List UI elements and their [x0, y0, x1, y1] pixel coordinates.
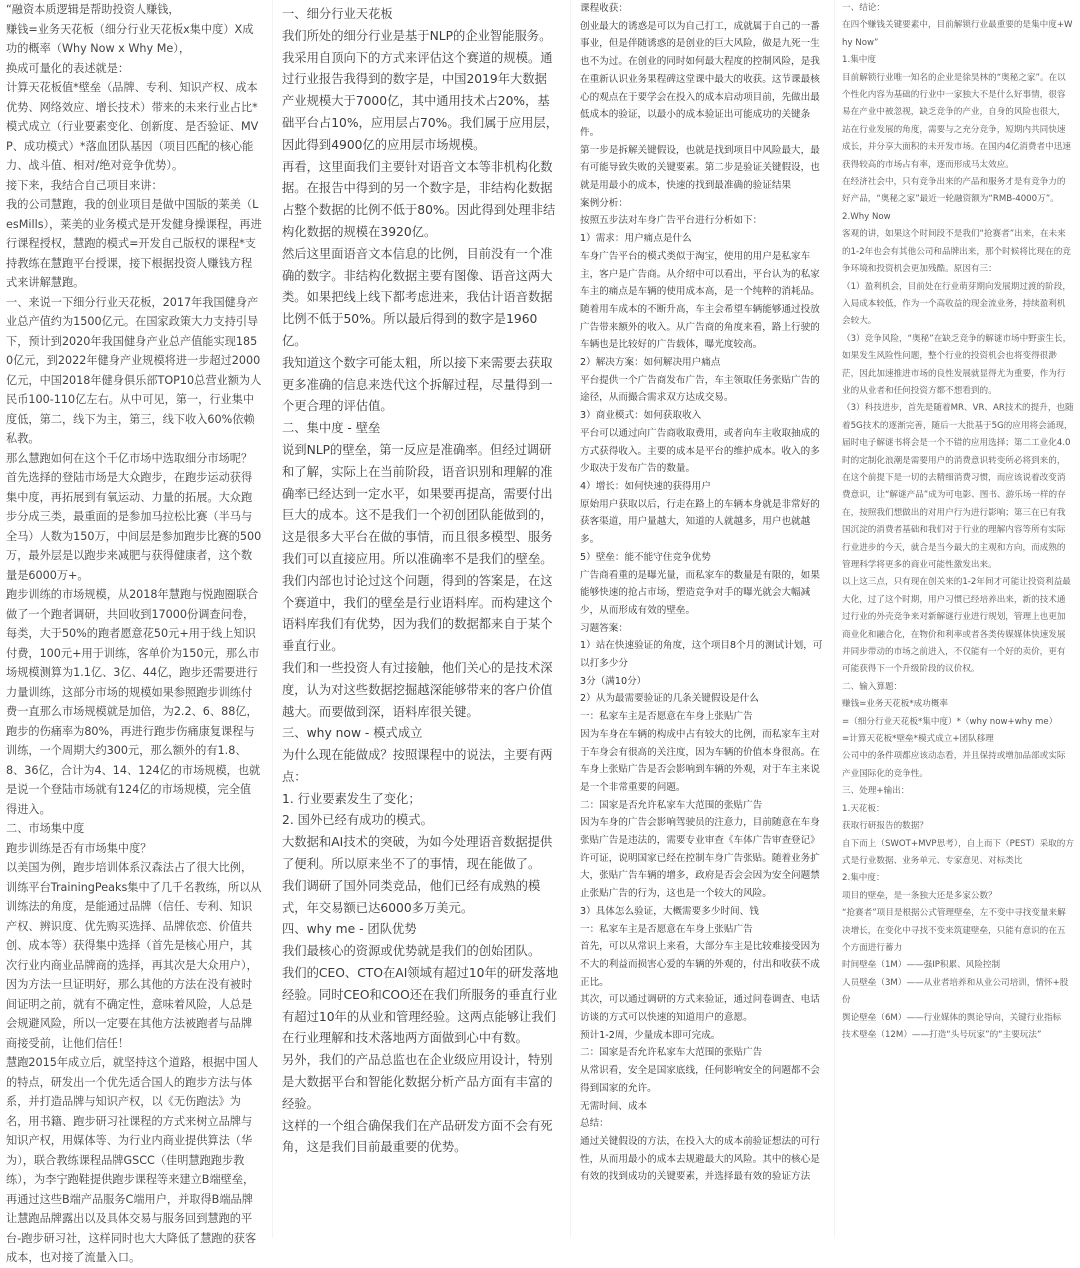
- paragraph: 总结：: [580, 1118, 609, 1130]
- paragraph: 创业最大的诱惑是可以为自己打工，成就属于自己的一番事业，但是伴随诱惑的是创业的巨大风险，做是九死一生也不为过。在创业的同时如何最大程度的控制风险，是我在重新认识业务果程碑这堂课中最大的收获。这节课最核心的观点在于要学会在投入的成本启动项目前，先做出最低成本的验证，以最小的成本验证出可能成功的关键条件。: [580, 20, 820, 138]
- paragraph: 二：国家是否允许私家车大范围的张贴广告: [580, 1047, 763, 1059]
- paragraph: 我们调研了国外同类竞品，他们已经有成熟的模式，年交易额已达6000多万美元。: [282, 878, 541, 915]
- paragraph: 案例分析：: [580, 197, 628, 209]
- paragraph: =计算天花板*壁垒*模式成立+团队移理: [842, 734, 994, 745]
- paragraph: 赚钱=业务天花板（细分行业天花板x集中度）X成功的概率（Why Now x Why Me），: [6, 22, 254, 55]
- paragraph: 第一步是拆解关键假设，也就是找到项目中风险最大，最有可能导致失败的关键要素。第二步是验证关键假设，也就是用最小的成本，快速的找到最准确的验证结果: [580, 144, 820, 192]
- paragraph: 二、市场集中度: [6, 822, 85, 835]
- paragraph: 我们和一些投资人有过接触，他们关心的是技术深度，认为对这些数据挖掘越深能够带来的客户价值越大。而要做到深，语料库很关键。: [282, 660, 553, 719]
- paragraph: 2.Why Now: [842, 211, 891, 222]
- paragraph: 说到NLP的壁垒，第一反应是准确率。但经过调研和了解，实际上在当前阶段，语音识别和理解的准确率已经达到一定水平，如果要再提高，需要付出巨大的成本。这不是我们一个初创团队能做到的，这是很多大平台在做的事情，而且很多模型、服务我们可以直接应用。所以准确率不是我们的壁垒。: [282, 442, 553, 566]
- paragraph: 5）壁垒：能不能守住竞争优势: [580, 551, 711, 563]
- text-column-4: [842, 0, 1074, 1238]
- column-divider: [834, 0, 835, 1238]
- paragraph: 1）需求：用户痛点是什么: [580, 233, 692, 245]
- paragraph: 技术壁垒（12M）——打造“头号玩家”的“主要玩法”: [842, 1029, 1042, 1040]
- paragraph: 这样的一个组合确保我们在产品研发方面不会有死角，这是我们目前最重要的优势。: [282, 1118, 553, 1155]
- paragraph: 慧跑2015年成立后，就坚持这个道路，根据中国人的特点，研发出一个优先适合国人的跑步方法与体系，并打造品牌与知识产权，以《无伤跑法》为名，用书籍、跑步研习社课程的方式来树立品牌与知识产权，用媒体等、为行业内商业提供算法（华为），联合教练课程品牌GSCC（佳明慧跑跑步教练），为李宁跑鞋提供跑步课程等来建立B端壁垒，再通过这些B端产品服务C端用户，并取得B端品牌让慧跑品牌露出以及具体交易与服务回到慧跑的平台-跑步研习社，这样同时也大大降低了慧跑的获客成本，也对接了流量入口。: [6, 1056, 259, 1264]
- paragraph: 我知道这个数字可能太粗，所以接下来需要去获取更多准确的信息来迭代这个拆解过程，尽量得到一个更合理的评估值。: [282, 355, 553, 414]
- paragraph: 3）具体怎么验证，大概需要多少时间、钱: [580, 905, 759, 917]
- paragraph: 计算天花板值*壁垒（品牌、专利、知识产权、成本优势、网络效应、增长技术）带来的未来行业占比*模式成立（行业要素变化、创新度、是否验证、MVP、成功模式）*落血团队基因（项目匹配的核心能力、战斗值、相对/绝对竞争优势）。: [6, 81, 259, 172]
- paragraph: 然后这里面语音文本信息的比例，目前没有一个准确的数字。非结构化数据主要有图像、语音这两大类。如果把线上线下都考虑进来，我估计语音数据比例不低于50%。所以最后得到的数字是1960亿。: [282, 246, 553, 348]
- column-divider: [272, 0, 273, 1238]
- text-column-3: [580, 0, 826, 1238]
- paragraph: 公司中的条件项都应该动态看，并且保持或增加品部或实际产业国际化的竞争性。: [842, 751, 1066, 779]
- paragraph: 另外，我们的产品总监也在企业级应用设计，特别是大数据平台和智能化数据分析产品方面有丰富的经验。: [282, 1053, 553, 1111]
- paragraph: 我们所处的细分行业是基于NLP的企业智能服务。我采用自顶向下的方式来评估这个赛道的规模。通过行业报告我得到的数字是，中国2019年大数据产业规模大于7000亿，其中通用技术占20%，基础平台占10%，应用层占70%。我们属于应用层，因此得到4900亿的应用层市场规模。: [282, 28, 559, 152]
- paragraph: 赚钱=业务天花板*成功概率: [842, 699, 949, 710]
- paragraph: 广告商看重的是曝光量，而私家车的数量是有限的，如果能够快速的抢占市场，塑造竞争对手的曝光就会大幅减少，从而形成有效的壁垒。: [580, 569, 820, 616]
- paragraph: 2）从为最需要验证的几条关键假设是什么: [580, 693, 759, 705]
- paragraph: 1）站在快速验证的角度，这个项目8个月的测试计划，可以打多少分: [580, 640, 823, 670]
- paragraph: 无需时间、成本: [580, 1100, 648, 1112]
- paragraph: 人员壁垒（3M）——从业者培养和从业公司培训，情怀+股份: [842, 977, 1069, 1006]
- paragraph: 按照五步法对车身广告平台进行分析如下：: [580, 215, 763, 227]
- paragraph: 在经济社会中，只有竞争出来的产品和服务才是有竞争力的好产品，“奥秘之家”最近一轮融资额为“RMB-4000万”。: [842, 177, 1066, 205]
- paragraph: 平台提供一个广告商发布广告，车主领取任务张贴广告的途径，从而撮合需求双方达成交易。: [580, 374, 820, 404]
- paragraph: 我们内部也讨论过这个问题，得到的答案是，在这个赛道中，我们的壁垒是行业语料库。而构建这个语料库我们有优势，因为我们的数据都来自于某个垂直行业。: [282, 573, 553, 654]
- paragraph: 2）解决方案：如何解决用户痛点: [580, 357, 721, 369]
- paragraph: “融资本质逻辑是帮助投资人赚钱，: [6, 3, 180, 16]
- paragraph: 获取行研报告的数据？: [842, 821, 928, 832]
- paragraph: 跑步训练的市场规模，从2018年慧跑与悦跑圈联合做了一个跑者调研，共回收到17000份调查问卷，每类，大于50%的跑者愿意花50元+用于线上知识付费，100元+用于训练，客单价为150元，那么市场规模测算为1.1亿、3亿、44亿，跑步还需要进行力量训练，这部分市场的规模如果参照跑步训练付费一直那么市场规模就是加倍，为2.2、6、88亿，跑步的伤痛率为80%，再进行跑步伤痛康复课程与训练，一个周期大约300元，那么额外的有1.8、8、36亿，合计为4、14、124亿的市场规模，也就是说一个登陆市场就有124亿的市场规模，完全值得进入。: [6, 588, 261, 816]
- paragraph: 一、细分行业天花板: [282, 7, 393, 21]
- paragraph: 1.集中度: [842, 55, 876, 66]
- paragraph: 四、why me - 团队优势: [282, 922, 417, 937]
- paragraph: 项目的壁垒，是一条独大还是多家公数？: [842, 890, 997, 901]
- paragraph: 二：国家是否允许私家车大范围的张贴广告: [580, 799, 763, 811]
- paragraph: 再看，这里面我们主要针对语音文本等非机构化数据。在报告中得到的另一个数字是，非结构化数据占整个数据的比例不低于80%。因此得到处理非结构化数据的规模在3920亿。: [282, 159, 556, 239]
- paragraph: “抢赛者”项目是根据公式管理壁垒，左不变中寻找变量来解决增长，在变化中寻找不变来筑建壁垒，只能有意识的在五个方面进行蓄力: [842, 908, 1066, 953]
- paragraph: （1）盈利机会，目前处在行业萌芽期向发展期过渡的阶段，入局成本较低，作为一个高收益的现金流业务，持续盈利机会较大。: [842, 281, 1071, 327]
- paragraph: 时间壁垒（1M）——强IP积累、风险控制: [842, 960, 1001, 971]
- paragraph: 预计1-2周，少量成本即可完成。: [580, 1029, 721, 1041]
- text-column-1: [6, 0, 262, 1264]
- paragraph: 1. 行业要素发生了变化；: [282, 791, 421, 806]
- paragraph: 首先选择的登陆市场是大众跑步，在跑步运动获得集中度，再拓展到有氧运动、力量的拓展。大众跑步分成三类，最重面的是参加马拉松比赛（半马与全马）人数为150万，中间层是参加跑步比赛的500万，最外层是以跑步来减肥与获得健康者，这个数量是6000万+。: [6, 471, 262, 582]
- paragraph: =（细分行业天花板*集中度）*（why now+why me）: [842, 716, 1058, 727]
- paragraph: 接下来，我结合自己项目来讲：: [6, 178, 163, 192]
- paragraph: 那么慧跑如何在这个千亿市场中选取细分市场呢？: [6, 451, 253, 465]
- paragraph: 3）商业模式：如何获取收入: [580, 410, 702, 422]
- paragraph: 我的公司慧跑，我的创业项目是做中国版的莱美（LesMills），莱美的业务模式是开发健身操课程，再进行课程授权，慧跑的模式=开发自己版权的课程*支持教练在慧跑平台授课，接下根据投资人赚钱方程式来讲解慧跑。: [6, 198, 262, 289]
- paragraph: 原始用户获取以后，行走在路上的车辆本身就是非常好的获客渠道，用户量越大，知道的人就越多，用户也就越多。: [580, 498, 820, 546]
- paragraph: 二、集中度 - 壁垒: [282, 421, 381, 436]
- paragraph: 其次，可以通过调研的方式来验证，通过问卷调查、电话访谈的方式可以快速的知道用户的意愿。: [580, 994, 820, 1024]
- paragraph: 一、来说一下细分行业天花板，2017年我国健身产业总产值约为1500亿元。在国家政策大力支持引导下，预计到2020年我国健身产业总产值能实现1850亿元，到2022年健身产业规模将进一步超过2000亿元，中国2018年健身俱乐部TOP10总营业额为人民币100-110亿左右。从中可见，第一，行业集中度低，第二，线下为主，第三，线下收入60%依赖私教。: [6, 295, 262, 445]
- column-divider: [570, 0, 571, 1238]
- paragraph: 我们的CEO、CTO在AI领域有超过10年的研发落地经验。同时CEO和COO还在我们所服务的垂直行业有超过10年的从业和管理经验。这两点能够让我们在行业理解和技术落地两方面做到心中有数。: [282, 966, 559, 1046]
- paragraph: 自下而上（SWOT+MVP思考），自上而下（PEST）采取的方式是行业数据、业务单元、专家意见、对标类比: [842, 838, 1074, 866]
- paragraph: 课程收获：: [580, 3, 628, 14]
- paragraph: 跑步训练是否有市场集中度？: [6, 841, 152, 855]
- paragraph: 三、处理+输出：: [842, 786, 910, 797]
- paragraph: 从常识看，安全是国家底线，任何影响安全的问题都不会得到国家的允许。: [580, 1065, 820, 1094]
- paragraph: 为什么现在能做成？按照课程中的说法，主要有两点：: [282, 748, 553, 784]
- paragraph: 一：私家车主是否愿意在车身上张贴广告: [580, 923, 753, 935]
- paragraph: 目前解锁行业唯一知名的企业是徐昊林的“奥秘之家”。在以个性化内容为基础的行业中一家独大不是什么好事情，很容易在产业中被忽视，缺乏竞争的产业，自身的风险也很大，站在行业发展的角度，需要与之充分竞争，短期内共同快速成长，并分享大面积的未开发市场。在国内4亿消费者中迅速获得较高的市场占有率，逐而形成马太效应。: [842, 72, 1071, 170]
- paragraph: 三、why now - 模式成立: [282, 726, 423, 741]
- paragraph: 一、结论：: [842, 3, 885, 13]
- paragraph: 习题答案：: [580, 622, 628, 634]
- text-column-2: [282, 0, 559, 1242]
- paragraph: 舆论壁垒（6M）——行业媒体的舆论导向，关键行业指标: [842, 1012, 1062, 1023]
- paragraph: （3）竞争风险，“奥秘”在缺乏竞争的解谜市场中野蛮生长，如果发生风险性问题，整个行业的投资机会也将变得很渺茫，因此加速推进市场的良性发展就显得尤为重要，作为行业的从业者和任何投资方都不想看到的。: [842, 333, 1072, 396]
- paragraph: 3分（满10分）: [580, 675, 647, 687]
- paragraph: 二、输入算题：: [842, 681, 903, 692]
- paragraph: 首先，可以从常识上来看，大部分车主是比较难接受因为不大的利益而损害心爱的车辆的外观的，付出和收获不成正比。: [580, 941, 820, 988]
- paragraph: 1.天花板：: [842, 803, 885, 814]
- paragraph: 通过关键假设的方法，在投入大的成本前验证想法的可行性，从而用最小的成本去规避最大的风险。其中的核心是有效的找到成功的关键要素，并选择最有效的验证方法: [580, 1136, 820, 1183]
- paragraph: 我们最核心的资源或优势就是我们的创始团队。: [282, 944, 541, 959]
- paragraph: 2.集中度：: [842, 873, 885, 884]
- paragraph: 大数据和AI技术的突破，为如今处理语音数据提供了便利。所以原来坐不了的事情，现在能做了。: [282, 835, 553, 872]
- paragraph: 以上这三点，只有现在创关来的1-2年间才可能让投资利益最大化，过了这个时期，用户习惯已经培养出来，新的技术通过行业的外壳竞争来对新解谜行业进行规划，管理上也更加商业化和融合化，在物价和利率或者各类传媒媒体快速发展并同步带动的市场之前进入，不仅能有一个好的卖价，更有可能获得下一个升级阶段的议价权。: [842, 577, 1071, 675]
- paragraph: 因为车身在车辆的构成中占有较大的比例，而私家车主对于车身会有很高的关注度，因为车辆的价值本身很高。在车身上张贴广告是否会影响到车辆的外观，对于车主来说是一个非常重要的问题。: [580, 728, 820, 793]
- paragraph: 客观的讲，如果这个时间段不是我们“抢赛者”出来，在未来的1-2年也会有其他公司和品牌出来，那个时候将比现在的竞争环境和投资机会更加残酷。原因有三：: [842, 229, 1071, 275]
- paragraph: 在四个赚钱关键要素中，目前解锁行业最重要的是集中度+Why Now”: [842, 20, 1073, 48]
- paragraph: 2. 国外已经有成功的模式。: [282, 813, 433, 828]
- paragraph: 平台可以通过向广告商收取费用，或者向车主收取抽成的方式获得收入。主要的成本是平台的维护成本。收入的多少取决于发布广告的数量。: [580, 427, 820, 475]
- paragraph: 一：私家车主是否愿意在车身上张贴广告: [580, 711, 753, 723]
- paragraph: 换成可量化的表述就是：: [6, 61, 130, 75]
- paragraph: 因为车身的广告会影响驾驶员的注意力，目前随意在车身张贴广告是违法的，需要专业审查《车体广告审查登记》许可证，说明国家已经在控制车身广告张贴。随着业务扩大，张贴广告车辆的增多，政府是否会会因为安全问题禁止张贴广告的行为，这也是一个较大的风险。: [580, 817, 820, 900]
- paragraph: （3）科技进步，首先是随着MR、VR、AR技术的提升，也随着5G技术的逐渐完善，随后一大批基于5G的应用将会涌现，届时电子解谜书将会是一个不错的应用选择；第二工业化4.0时的定制化浪潮是需要用户的消费意识转变所必将到来的，在这个前提下是一切的去精细消费习惯，而应该说着改变消费意识，让“解谜产品”成为可电影、图书、游乐场一样的存在，按照我们想做出的对用户行为进行影响；第三在已有我国沉淀的消费者基础和我们对于行业的理解内容等所有实际行业进步的今天，就合是当今最大的主观和方向，而成熟的管理科学将更多的商业可能性激发出来。: [842, 403, 1074, 570]
- paragraph: 车身广告平台的模式类似于淘宝，使用的用户是私家车主，客户是广告商。从介绍中可以看出，平台认为的私家车主的痛点是车辆的使用成本高，是一个纯粹的消耗品。随着用车成本的不断升高，车主会希望车辆能够通过投放广告带来额外的收入。从广告商的角度来看，路上行驶的车辆也是比较好的广告载体，曝光度较高。: [580, 250, 820, 351]
- paragraph: 4）增长：如何快速的获得用户: [580, 480, 711, 492]
- paragraph: 以美国为例，跑步培训体系汉森法占了很大比例，训练平台TrainingPeaks集中了几千名教练，所以从训练法的角度，是能通过品牌（信任、专利、知识产权、辨识度、优先购买选择、品牌依恋、价值共创、成本等）获得集中选择（首先是核心用户，其次行业内商业品牌商的选择，再其次是大众用户），因为方法一旦证明好，那么其他的方法在没有被时间证明之前，就有不确定性，意味着风险，人总是会规避风险，所以一定要在其他方法被跑者与品牌商接受前，让他们信任！: [6, 861, 262, 1050]
